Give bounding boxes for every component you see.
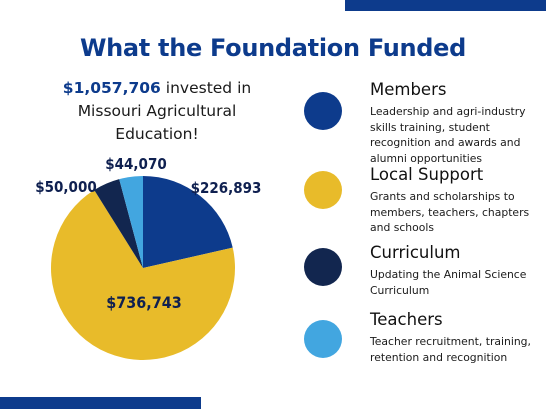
pie-label-local-support: $736,743 <box>106 293 182 312</box>
bottom-accent-bar <box>0 397 201 409</box>
legend-desc-local-support: Grants and scholarships to members, teachers, chapters and schools <box>370 190 530 234</box>
legend-dot-curriculum <box>304 248 342 286</box>
legend-title-curriculum: Curriculum <box>370 243 461 262</box>
legend-dot-local-support <box>304 171 342 209</box>
legend-desc-curriculum: Updating the Animal Science Curriculum <box>370 268 527 297</box>
intro-text <box>52 77 262 146</box>
legend-title-members: Members <box>370 80 447 99</box>
legend-desc-members: Leadership and agri-industry skills training, student recognition and awards and alumni opportunities <box>370 105 526 165</box>
legend-title-local-support: Local Support <box>370 165 484 184</box>
page-title: What the Foundation Funded <box>79 34 467 62</box>
pie-label-curriculum: $50,000 <box>35 178 97 196</box>
intro-caption: invested in Missouri Agricultural Education! <box>77 79 252 143</box>
legend-desc-teachers: Teacher recruitment, training, retention and recognition <box>370 335 531 364</box>
total-amount: $1,057,706 <box>62 79 161 97</box>
legend-title-teachers: Teachers <box>370 310 443 329</box>
pie-label-members: $226,893 <box>190 179 262 197</box>
pie-chart <box>0 140 290 395</box>
legend-dot-members <box>304 92 342 130</box>
pie-slices <box>51 176 235 360</box>
top-accent-bar <box>345 0 546 11</box>
legend-dot-teachers <box>304 320 342 358</box>
pie-label-teachers: $44,070 <box>105 155 167 173</box>
